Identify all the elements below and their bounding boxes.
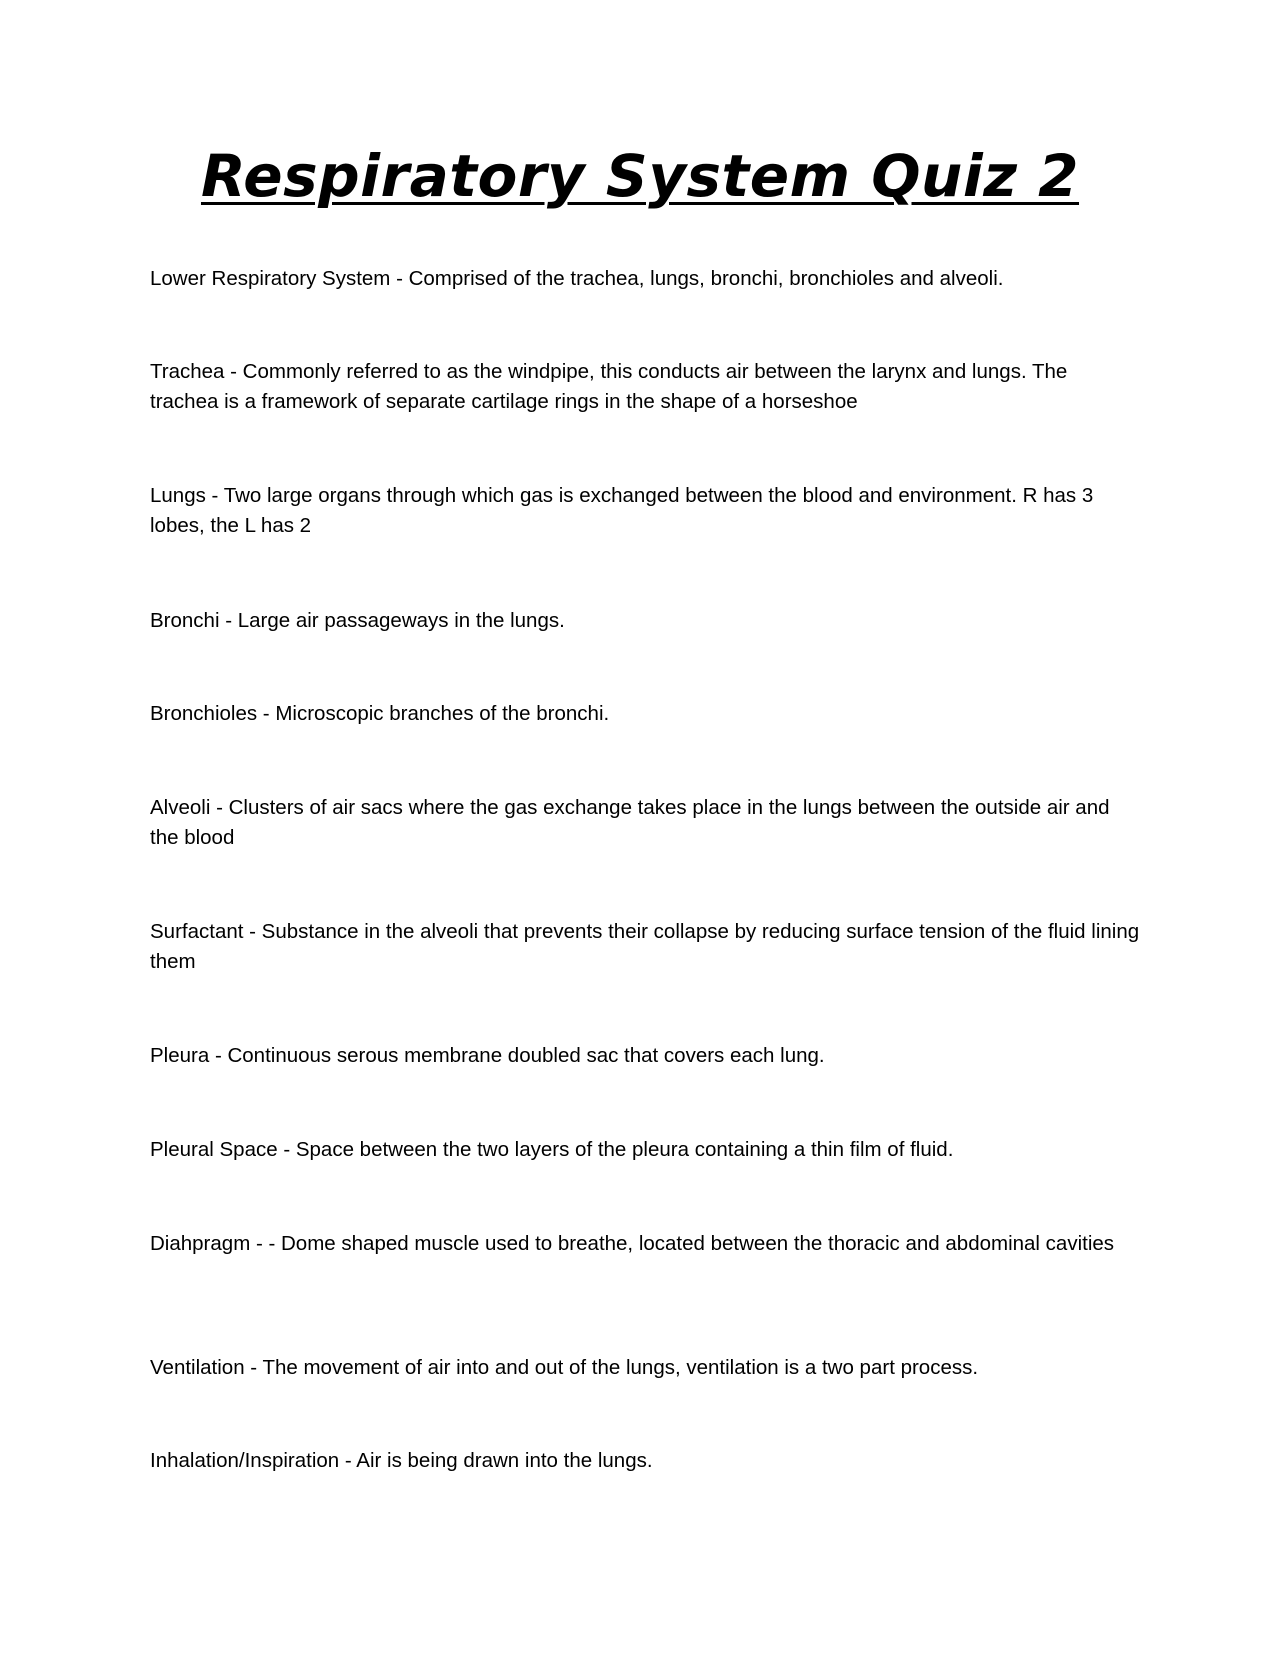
term-alveoli: Alveoli - Clusters of air sacs where the gas exchange takes place in the lungs between the outside air and the blood: [150, 796, 1110, 849]
term-surfactant: Surfactant - Substance in the alveoli that prevents their collapse by reducing surface tension of the fluid lining them: [150, 920, 1140, 973]
term-trachea: Trachea - Commonly referred to as the windpipe, this conducts air between the larynx and lungs. The trachea is a framework of separate cartilage rings in the shape of a horseshoe: [150, 360, 1068, 413]
term-diaphragm: Diahpragm - - Dome shaped muscle used to breathe, located between the thoracic and abdominal cavities: [150, 1232, 1115, 1255]
term-lungs: Lungs - Two large organs through which gas is exchanged between the blood and environment. R has 3 lobes, the L has 2: [150, 484, 1094, 537]
page-title: Respiratory System Quiz 2: [200, 142, 1080, 210]
term-pleural-space: Pleural Space - Space between the two layers of the pleura containing a thin film of fluid.: [150, 1138, 954, 1161]
term-pleura: Pleura - Continuous serous membrane doubled sac that covers each lung.: [150, 1044, 825, 1067]
term-lower-respiratory-system: Lower Respiratory System - Comprised of the trachea, lungs, bronchi, bronchioles and alveoli.: [150, 267, 1004, 290]
term-ventilation: Ventilation - The movement of air into and out of the lungs, ventilation is a two part process.: [150, 1356, 979, 1379]
term-bronchi: Bronchi - Large air passageways in the lungs.: [150, 609, 565, 632]
term-inhalation: Inhalation/Inspiration - Air is being drawn into the lungs.: [150, 1449, 653, 1472]
term-bronchioles: Bronchioles - Microscopic branches of the bronchi.: [150, 702, 610, 725]
